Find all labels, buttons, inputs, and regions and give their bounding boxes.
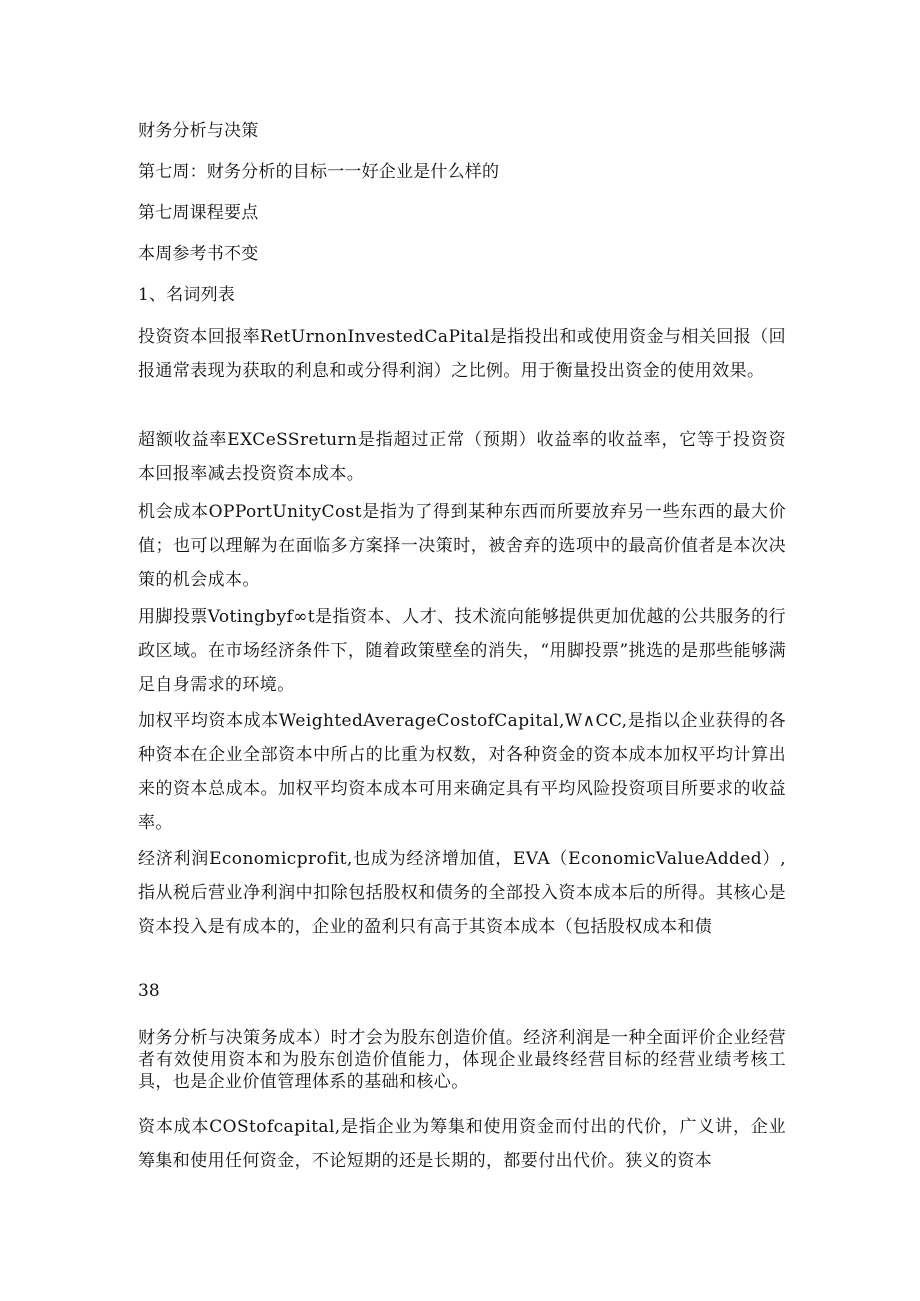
page-number: 38 [138, 981, 160, 1001]
course-title: 财务分析与决策 [138, 121, 259, 141]
term-roic: 投资资本回报率RetUrnonInvestedCaPital是指投出和或使用资金与相关回报（回报通常表现为获取的利息和或分得利润）之比例。用于衡量投出资金的使用效果。 [138, 327, 786, 381]
continued-paragraph: 财务分析与决策务成本）时才会为股东创造价值。经济利润是一种全面评价企业经营者有效使用资本和为股东创造价值能力，体现企业最终经营目标的经营业绩考核工具，也是企业价值管理体系的基础和核心。 [138, 1028, 786, 1092]
term-economic-profit: 经济利润Economicprofit,也成为经济增加值，EVA（EconomicValueAdded）,指从税后营业净利润中扣除包括股权和债务的全部投入资本成本后的所得。其核心是资本投入是有成本的，企业的盈利只有高于其资本成本（包括股权成本和债 [138, 849, 786, 937]
week-title: 第七周：财务分析的目标一一好企业是什么样的 [138, 162, 500, 182]
reference-note: 本周参考书不变 [138, 244, 259, 264]
week-points-heading: 第七周课程要点 [138, 203, 259, 223]
term-voting-by-foot: 用脚投票Votingbyf∞t是指资本、人才、技术流向能够提供更加优越的公共服务的行政区域。在市场经济条件下，随着政策壁垒的消失，“用脚投票”挑选的是那些能够满足自身需求的环境。 [138, 607, 786, 695]
term-excess-return: 超额收益率EXCeSSreturn是指超过正常（预期）收益率的收益率，它等于投资资本回报率减去投资资本成本。 [138, 430, 786, 484]
term-cost-of-capital: 资本成本COStofcapital,是指企业为筹集和使用资金而付出的代价，广义讲，企业筹集和使用任何资金，不论短期的还是长期的，都要付出代价。狭义的资本 [138, 1117, 786, 1171]
term-wacc: 加权平均资本成本WeightedAverageCostofCapital,W∧CC,是指以企业获得的各种资本在企业全部资本中所占的比重为权数，对各种资金的资本成本加权平均计算出来的资本总成本。加权平均资本成本可用来确定具有平均风险投资项目所要求的收益率。 [138, 711, 786, 833]
section-heading: 1、名词列表 [138, 285, 236, 305]
term-opportunity-cost: 机会成本OPPortUnityCost是指为了得到某种东西而所要放弃另一些东西的最大价值；也可以理解为在面临多方案择一决策时，被舍弃的选项中的最高价值者是本次决策的机会成本。 [138, 502, 786, 590]
